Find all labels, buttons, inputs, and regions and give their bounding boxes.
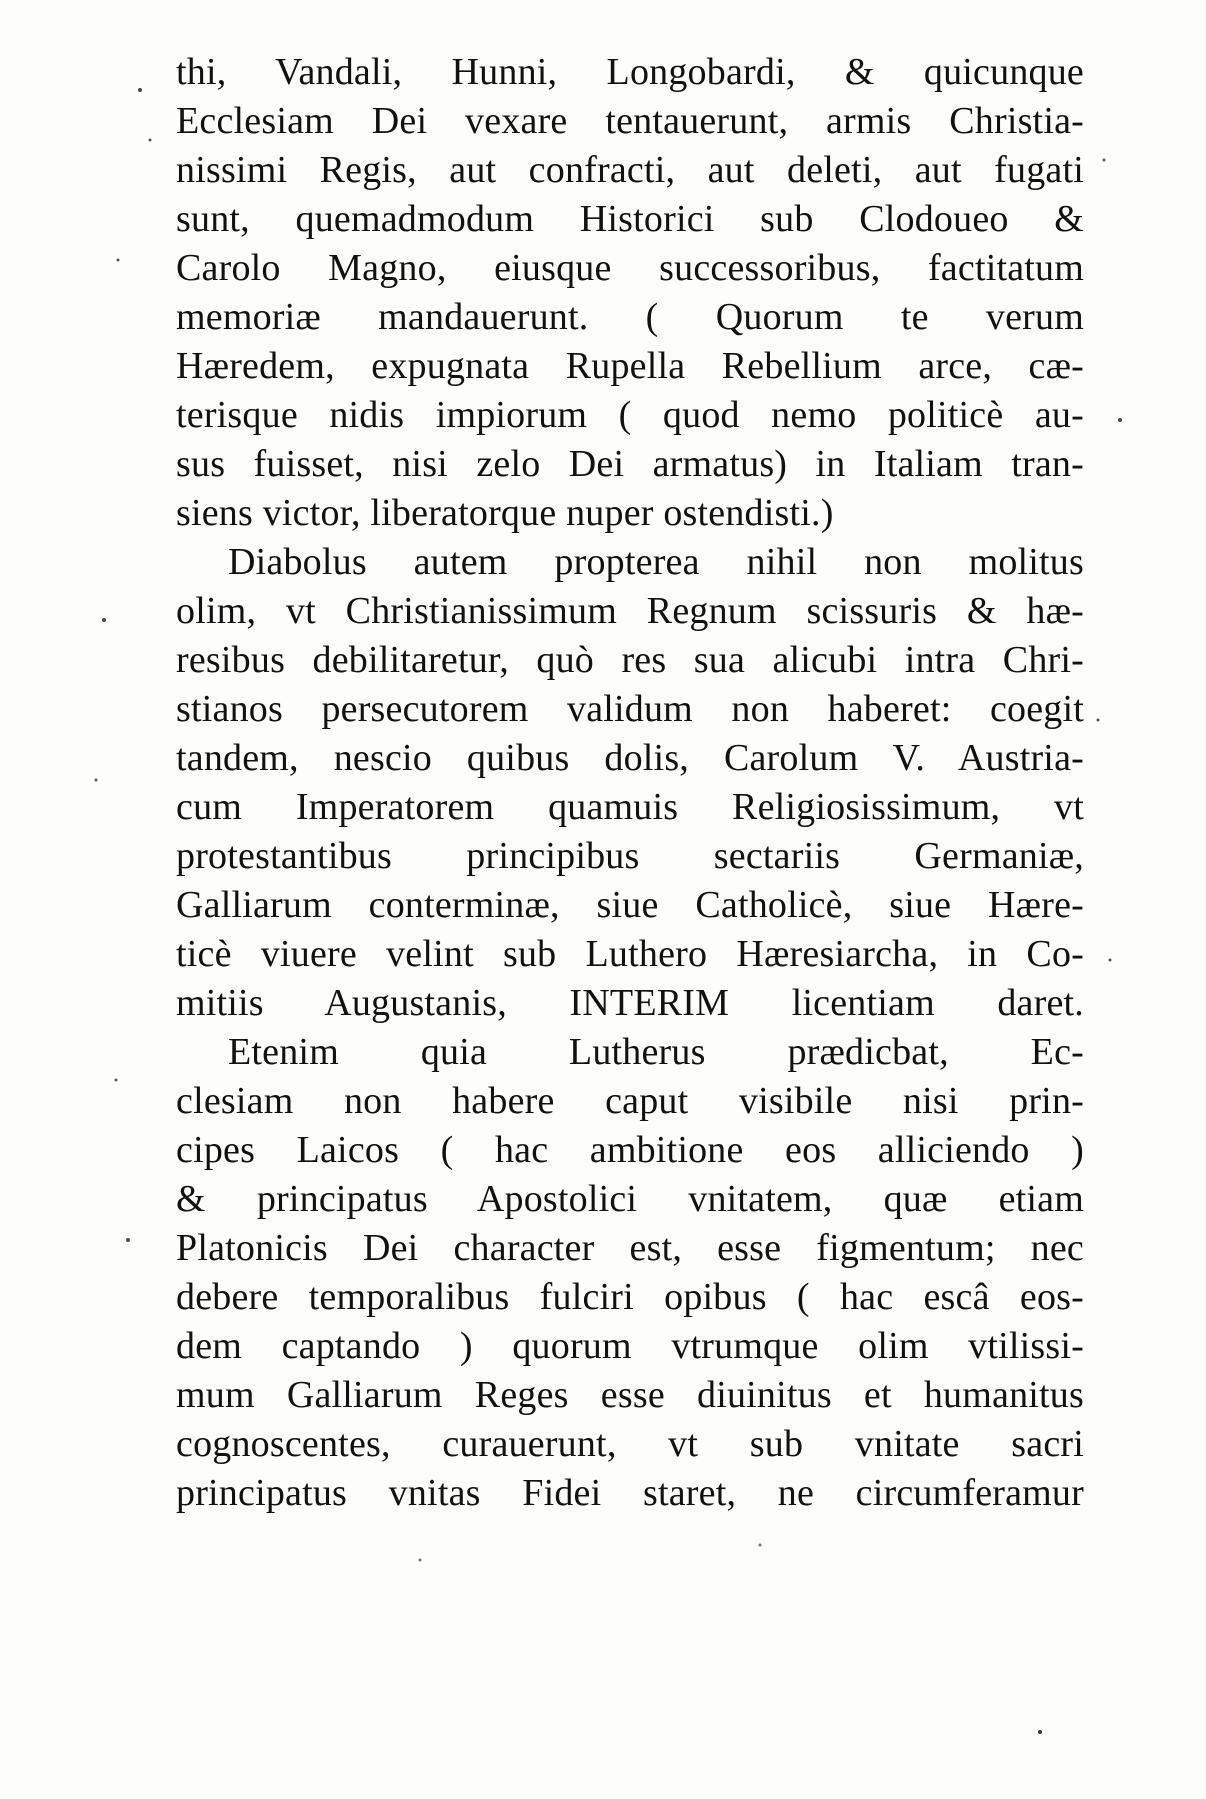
text-line: dem captando ) quorum vtrumque olim vtilissi- [176,1325,1084,1367]
text-line: Hæredem, expugnata Rupella Rebellium arce, cæ- [176,345,1084,387]
text-line: nissimi Regis, aut confracti, aut deleti, aut fugati [176,149,1084,191]
text-line: thi, Vandali, Hunni, Longobardi, & quicunque [176,51,1084,93]
text-line: mum Galliarum Reges esse diuinitus et humanitus [176,1374,1084,1416]
text-line: cognoscentes, curauerunt, vt sub vnitate sacri [176,1423,1084,1465]
text-line: principatus vnitas Fidei staret, ne circumferamur [176,1472,1084,1514]
text-line: Carolo Magno, eiusque successoribus, factitatum [176,247,1084,289]
text-line: clesiam non habere caput visibile nisi prin- [176,1080,1084,1122]
text-line: terisque nidis impiorum ( quod nemo politicè au- [176,394,1084,436]
text-line: olim, vt Christianissimum Regnum scissuris & hæ- [176,590,1084,632]
text-line: mitiis Augustanis, INTERIM licentiam daret. [176,982,1084,1024]
text-line: sus fuisset, nisi zelo Dei armatus) in Italiam tran- [176,443,1084,485]
text-line: Ecclesiam Dei vexare tentauerunt, armis Christia- [176,100,1084,142]
text-line: resibus debilitaretur, quò res sua alicubi intra Chri- [176,639,1084,681]
text-line: Galliarum conterminæ, siue Catholicè, siue Hære- [176,884,1084,926]
text-line: protestantibus principibus sectariis Germaniæ, [176,835,1084,877]
text-line: Platonicis Dei character est, esse figmentum; nec [176,1227,1084,1269]
text-line: memoriæ mandauerunt. ( Quorum te verum [176,296,1084,338]
text-line: tandem, nescio quibus dolis, Carolum V. Austria- [176,737,1084,779]
paragraph-start-line: Etenim quia Lutherus prædicbat, Ec- [228,1031,1084,1073]
text-line: & principatus Apostolici vnitatem, quæ etiam [176,1178,1084,1220]
text-line: cum Imperatorem quamuis Religiosissimum, vt [176,786,1084,828]
text-line: stianos persecutorem validum non haberet: coegit [176,688,1084,730]
text-line: sunt, quemadmodum Historici sub Clodoueo & [176,198,1084,240]
text-line: ticè viuere velint sub Luthero Hæresiarcha, in Co- [176,933,1084,975]
body-text [176,48,1084,1518]
text-line: debere temporalibus fulciri opibus ( hac escâ eos- [176,1276,1084,1318]
text-line: cipes Laicos ( hac ambitione eos alliciendo ) [176,1129,1084,1171]
text-line: siens victor, liberatorque nuper ostendisti.) [176,492,834,534]
paragraph-start-line: Diabolus autem propterea nihil non molitus [228,541,1084,583]
